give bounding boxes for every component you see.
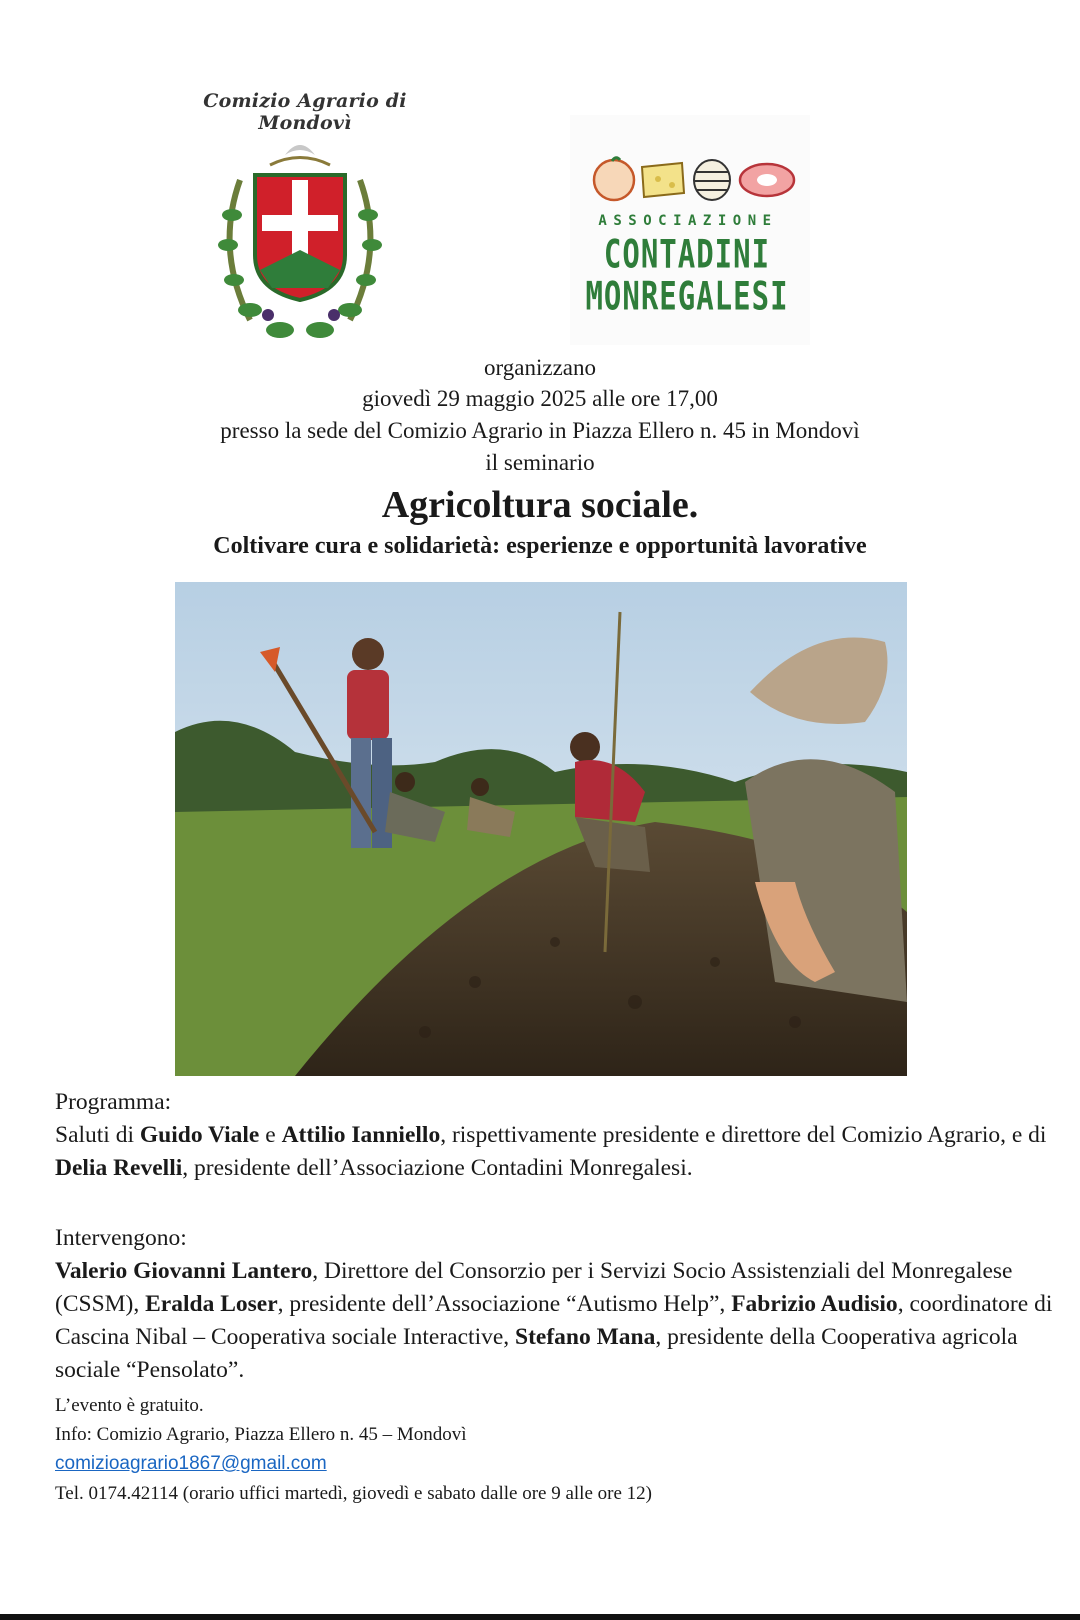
speaker-name: Valerio Giovanni Lantero bbox=[55, 1258, 313, 1284]
speaker-name: Attilio Ianniello bbox=[281, 1122, 441, 1148]
email-link[interactable]: comizioagrario1867@gmail.com bbox=[55, 1453, 327, 1474]
assoc-label: ASSOCIAZIONE bbox=[598, 213, 778, 229]
speaker-name: Fabrizio Audisio bbox=[731, 1291, 898, 1317]
programma-text: Saluti di Guido Viale e Attilio Ianniello, rispettivamente presidente e direttore del Comizio Agrario, e di Delia Revelli, presidente dell’Associazione Contadini Monregalesi. bbox=[55, 1122, 1047, 1181]
coat-of-arms-icon bbox=[210, 120, 390, 350]
phone-line: Tel. 0174.42114 (orario uffici martedì, giovedì e sabato dalle ore 9 alle ore 12) bbox=[55, 1483, 652, 1504]
intervengono-text: Valerio Giovanni Lantero, Direttore del Consorzio per i Servizi Socio Assistenziali del Monregalese (CSSM), Eralda Loser, presidente dell’Associazione “Autismo Help”, Fabrizio Audisio, coordinatore di Cascina Nibal – Cooperativa sociale Interactive, Stefano Mana, presidente della Cooperativa agricola sociale “Pensolato”. bbox=[55, 1258, 1053, 1383]
speaker-name: Guido Viale bbox=[139, 1122, 260, 1148]
page-subtitle: Coltivare cura e solidarietà: esperienze e opportunità lavorative bbox=[213, 533, 867, 559]
contadini-monregalesi-logo bbox=[570, 115, 810, 345]
comizio-logo-caption: Comizio Agrario di Mondovì bbox=[203, 90, 407, 134]
intervengono-heading: Intervengono: bbox=[55, 1225, 187, 1251]
info-line: Info: Comizio Agrario, Piazza Ellero n. 45 – Mondovì bbox=[55, 1424, 467, 1445]
date-line: giovedì 29 maggio 2025 alle ore 17,00 bbox=[362, 386, 718, 411]
speaker-name: Delia Revelli bbox=[55, 1155, 183, 1181]
speaker-name: Stefano Mana bbox=[515, 1324, 656, 1350]
programma-heading: Programma: bbox=[55, 1089, 172, 1115]
speaker-name: Eralda Loser bbox=[145, 1291, 278, 1317]
food-illustration-icon bbox=[582, 155, 797, 205]
comizio-agrario-logo bbox=[175, 90, 425, 350]
organizers-line: organizzano bbox=[484, 355, 596, 380]
brand-contadini: CONTADINI bbox=[603, 231, 771, 277]
free-event-note: L’evento è gratuito. bbox=[55, 1395, 204, 1416]
farming-photo bbox=[175, 582, 907, 1076]
page-title: Agricoltura sociale. bbox=[381, 484, 699, 526]
brand-monregalesi: MONREGALESI bbox=[585, 273, 789, 319]
venue-line: presso la sede del Comizio Agrario in Piazza Ellero n. 45 in Mondovì bbox=[220, 418, 860, 443]
bottom-divider bbox=[0, 1614, 1080, 1620]
seminar-label: il seminario bbox=[485, 450, 595, 475]
